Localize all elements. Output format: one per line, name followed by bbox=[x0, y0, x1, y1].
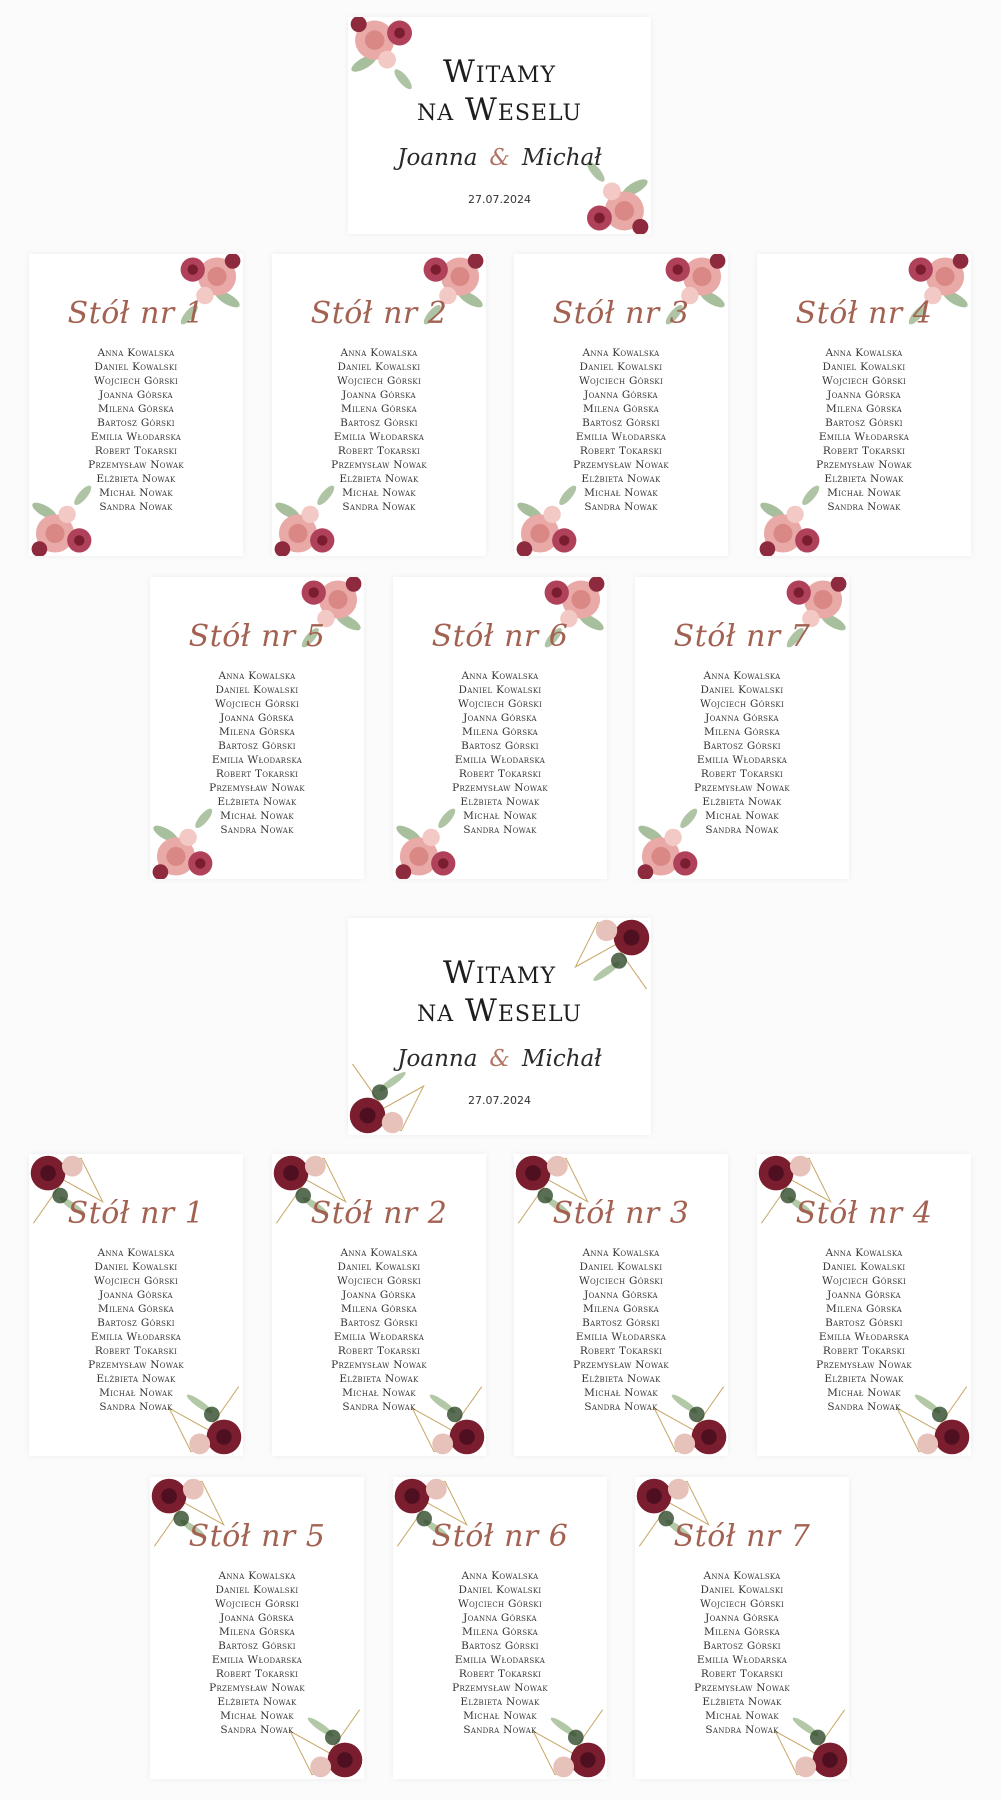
guest-name: Michał Nowak bbox=[99, 1387, 173, 1399]
guest-list bbox=[635, 1569, 849, 1737]
guest-name: Przemysław Nowak bbox=[209, 782, 305, 794]
guest-name: Daniel Kowalski bbox=[337, 361, 421, 373]
guest-name: Sandra Nowak bbox=[584, 1401, 658, 1413]
guest-name: Wojciech Górski bbox=[214, 698, 300, 710]
welcome-card bbox=[348, 17, 651, 234]
guest-name: Przemysław Nowak bbox=[88, 1359, 184, 1371]
guest-name: Michał Nowak bbox=[220, 810, 294, 822]
welcome-title bbox=[348, 954, 651, 1030]
guest-list bbox=[393, 1569, 607, 1737]
welcome-title-line2: na Weselu bbox=[417, 993, 582, 1029]
guest-name: Bartosz Górski bbox=[582, 417, 660, 429]
guest-name: Sandra Nowak bbox=[342, 501, 416, 513]
guest-name: Michał Nowak bbox=[827, 487, 901, 499]
table-card bbox=[272, 254, 486, 556]
couple-names bbox=[348, 145, 651, 171]
guest-name: Michał Nowak bbox=[584, 1387, 658, 1399]
guest-name: Michał Nowak bbox=[463, 810, 537, 822]
guest-name: Przemysław Nowak bbox=[816, 459, 912, 471]
guest-name: Anna Kowalska bbox=[582, 1247, 660, 1259]
guest-name: Przemysław Nowak bbox=[452, 1682, 548, 1694]
guest-name: Emilia Włodarska bbox=[333, 1331, 425, 1343]
guest-name: Elżbieta Nowak bbox=[339, 1373, 419, 1385]
guest-name: Emilia Włodarska bbox=[333, 431, 425, 443]
guest-name: Daniel Kowalski bbox=[215, 684, 299, 696]
guest-name: Milena Górska bbox=[341, 1303, 417, 1315]
guest-name: Przemysław Nowak bbox=[694, 1682, 790, 1694]
welcome-title-line2: na Weselu bbox=[417, 92, 582, 128]
guest-name: Joanna Górska bbox=[220, 1612, 294, 1624]
guest-name: Milena Górska bbox=[219, 726, 295, 738]
guest-name: Joanna Górska bbox=[584, 389, 658, 401]
guest-name: Daniel Kowalski bbox=[822, 1261, 906, 1273]
guest-name: Wojciech Górski bbox=[457, 698, 543, 710]
guest-name: Daniel Kowalski bbox=[458, 684, 542, 696]
guest-name: Milena Górska bbox=[341, 403, 417, 415]
guest-list bbox=[150, 669, 364, 837]
guest-name: Joanna Górska bbox=[220, 712, 294, 724]
guest-name: Joanna Górska bbox=[827, 389, 901, 401]
guest-name: Milena Górska bbox=[704, 1626, 780, 1638]
guest-name: Wojciech Górski bbox=[578, 375, 664, 387]
guest-name: Michał Nowak bbox=[584, 487, 658, 499]
guest-name: Elżbieta Nowak bbox=[702, 796, 782, 808]
guest-name: Bartosz Górski bbox=[340, 417, 418, 429]
guest-name: Emilia Włodarska bbox=[211, 754, 303, 766]
guest-name: Sandra Nowak bbox=[827, 1401, 901, 1413]
guest-name: Daniel Kowalski bbox=[700, 1584, 784, 1596]
guest-name: Elżbieta Nowak bbox=[702, 1696, 782, 1708]
guest-name: Elżbieta Nowak bbox=[217, 1696, 297, 1708]
guest-name: Michał Nowak bbox=[705, 1710, 779, 1722]
guest-name: Anna Kowalska bbox=[340, 1247, 418, 1259]
guest-name: Daniel Kowalski bbox=[337, 1261, 421, 1273]
guest-list bbox=[29, 1246, 243, 1414]
table-number-title: Stół nr 5 bbox=[188, 1519, 326, 1554]
guest-name: Milena Górska bbox=[583, 1303, 659, 1315]
wedding-date: 27.07.2024 bbox=[468, 193, 531, 206]
bride-name: Joanna bbox=[397, 145, 478, 171]
guest-name: Bartosz Górski bbox=[97, 1317, 175, 1329]
guest-name: Wojciech Górski bbox=[821, 1275, 907, 1287]
guest-name: Joanna Górska bbox=[705, 1612, 779, 1624]
guest-name: Anna Kowalska bbox=[461, 670, 539, 682]
guest-name: Joanna Górska bbox=[827, 1289, 901, 1301]
guest-name: Anna Kowalska bbox=[461, 1570, 539, 1582]
couple-names bbox=[348, 1046, 651, 1072]
guest-name: Daniel Kowalski bbox=[700, 684, 784, 696]
guest-name: Wojciech Górski bbox=[457, 1598, 543, 1610]
guest-name: Robert Tokarski bbox=[215, 1668, 299, 1680]
wedding-date: 27.07.2024 bbox=[468, 1094, 531, 1107]
table-card bbox=[393, 1477, 607, 1779]
guest-name: Michał Nowak bbox=[99, 487, 173, 499]
guest-list bbox=[635, 669, 849, 837]
guest-name: Robert Tokarski bbox=[579, 445, 663, 457]
guest-name: Przemysław Nowak bbox=[209, 1682, 305, 1694]
guest-name: Elżbieta Nowak bbox=[217, 796, 297, 808]
guest-name: Emilia Włodarska bbox=[211, 1654, 303, 1666]
guest-name: Robert Tokarski bbox=[215, 768, 299, 780]
guest-name: Robert Tokarski bbox=[822, 445, 906, 457]
guest-name: Emilia Włodarska bbox=[454, 1654, 546, 1666]
table-number-title: Stół nr 2 bbox=[310, 296, 448, 331]
guest-name: Elżbieta Nowak bbox=[581, 473, 661, 485]
guest-name: Robert Tokarski bbox=[337, 445, 421, 457]
table-number-title: Stół nr 3 bbox=[552, 1196, 690, 1231]
welcome-title bbox=[348, 53, 651, 129]
table-number-title: Stół nr 1 bbox=[67, 1196, 205, 1231]
guest-name: Sandra Nowak bbox=[705, 824, 779, 836]
guest-name: Milena Górska bbox=[219, 1626, 295, 1638]
guest-name: Anna Kowalska bbox=[340, 347, 418, 359]
guest-name: Sandra Nowak bbox=[463, 824, 537, 836]
guest-name: Przemysław Nowak bbox=[88, 459, 184, 471]
table-number-title: Stół nr 7 bbox=[673, 619, 811, 654]
guest-name: Daniel Kowalski bbox=[458, 1584, 542, 1596]
guest-name: Anna Kowalska bbox=[703, 670, 781, 682]
guest-name: Emilia Włodarska bbox=[696, 754, 788, 766]
guest-name: Sandra Nowak bbox=[220, 824, 294, 836]
guest-list bbox=[757, 346, 971, 514]
guest-name: Elżbieta Nowak bbox=[824, 1373, 904, 1385]
guest-name: Elżbieta Nowak bbox=[460, 796, 540, 808]
guest-name: Elżbieta Nowak bbox=[824, 473, 904, 485]
guest-name: Emilia Włodarska bbox=[818, 431, 910, 443]
guest-name: Elżbieta Nowak bbox=[581, 1373, 661, 1385]
guest-name: Bartosz Górski bbox=[97, 417, 175, 429]
guest-name: Emilia Włodarska bbox=[575, 1331, 667, 1343]
guest-name: Wojciech Górski bbox=[699, 698, 785, 710]
guest-name: Daniel Kowalski bbox=[579, 1261, 663, 1273]
guest-name: Przemysław Nowak bbox=[331, 459, 427, 471]
table-number-title: Stół nr 6 bbox=[431, 1519, 569, 1554]
guest-name: Robert Tokarski bbox=[579, 1345, 663, 1357]
welcome-card bbox=[348, 918, 651, 1135]
ampersand: & bbox=[489, 1046, 510, 1072]
table-number-title: Stół nr 1 bbox=[67, 296, 205, 331]
guest-name: Milena Górska bbox=[462, 1626, 538, 1638]
guest-name: Milena Górska bbox=[583, 403, 659, 415]
guest-name: Przemysław Nowak bbox=[573, 1359, 669, 1371]
guest-name: Sandra Nowak bbox=[463, 1724, 537, 1736]
guest-name: Przemysław Nowak bbox=[452, 782, 548, 794]
guest-list bbox=[29, 346, 243, 514]
guest-name: Bartosz Górski bbox=[461, 1640, 539, 1652]
table-card bbox=[635, 577, 849, 879]
guest-name: Robert Tokarski bbox=[94, 1345, 178, 1357]
guest-name: Wojciech Górski bbox=[578, 1275, 664, 1287]
guest-name: Michał Nowak bbox=[463, 1710, 537, 1722]
guest-name: Bartosz Górski bbox=[340, 1317, 418, 1329]
guest-name: Przemysław Nowak bbox=[694, 782, 790, 794]
guest-name: Daniel Kowalski bbox=[215, 1584, 299, 1596]
guest-name: Robert Tokarski bbox=[458, 768, 542, 780]
guest-name: Milena Górska bbox=[98, 1303, 174, 1315]
guest-name: Anna Kowalska bbox=[825, 1247, 903, 1259]
table-card bbox=[29, 254, 243, 556]
guest-name: Michał Nowak bbox=[342, 487, 416, 499]
guest-name: Bartosz Górski bbox=[825, 1317, 903, 1329]
guest-name: Bartosz Górski bbox=[582, 1317, 660, 1329]
table-card bbox=[757, 1154, 971, 1456]
guest-name: Robert Tokarski bbox=[822, 1345, 906, 1357]
table-card bbox=[150, 1477, 364, 1779]
table-card bbox=[635, 1477, 849, 1779]
groom-name: Michał bbox=[521, 145, 602, 171]
guest-name: Robert Tokarski bbox=[337, 1345, 421, 1357]
guest-name: Wojciech Górski bbox=[214, 1598, 300, 1610]
table-card bbox=[150, 577, 364, 879]
bride-name: Joanna bbox=[397, 1046, 478, 1072]
guest-name: Robert Tokarski bbox=[700, 768, 784, 780]
guest-name: Emilia Włodarska bbox=[90, 431, 182, 443]
guest-name: Joanna Górska bbox=[705, 712, 779, 724]
guest-list bbox=[757, 1246, 971, 1414]
guest-name: Michał Nowak bbox=[220, 1710, 294, 1722]
guest-name: Michał Nowak bbox=[827, 1387, 901, 1399]
table-card bbox=[514, 1154, 728, 1456]
guest-name: Emilia Włodarska bbox=[575, 431, 667, 443]
table-number-title: Stół nr 2 bbox=[310, 1196, 448, 1231]
guest-name: Emilia Włodarska bbox=[90, 1331, 182, 1343]
guest-name: Przemysław Nowak bbox=[816, 1359, 912, 1371]
guest-name: Anna Kowalska bbox=[97, 347, 175, 359]
guest-name: Wojciech Górski bbox=[699, 1598, 785, 1610]
guest-list bbox=[272, 1246, 486, 1414]
guest-name: Wojciech Górski bbox=[336, 1275, 422, 1287]
table-number-title: Stół nr 4 bbox=[795, 296, 933, 331]
groom-name: Michał bbox=[521, 1046, 602, 1072]
guest-name: Joanna Górska bbox=[99, 1289, 173, 1301]
guest-name: Przemysław Nowak bbox=[331, 1359, 427, 1371]
guest-name: Sandra Nowak bbox=[99, 1401, 173, 1413]
guest-name: Michał Nowak bbox=[705, 810, 779, 822]
guest-list bbox=[272, 346, 486, 514]
guest-name: Anna Kowalska bbox=[703, 1570, 781, 1582]
guest-name: Milena Górska bbox=[462, 726, 538, 738]
table-card bbox=[757, 254, 971, 556]
table-card bbox=[514, 254, 728, 556]
table-card bbox=[29, 1154, 243, 1456]
guest-name: Elżbieta Nowak bbox=[460, 1696, 540, 1708]
guest-name: Sandra Nowak bbox=[584, 501, 658, 513]
guest-name: Emilia Włodarska bbox=[454, 754, 546, 766]
guest-name: Milena Górska bbox=[826, 1303, 902, 1315]
guest-name: Bartosz Górski bbox=[703, 740, 781, 752]
guest-name: Anna Kowalska bbox=[825, 347, 903, 359]
guest-name: Elżbieta Nowak bbox=[96, 473, 176, 485]
guest-name: Elżbieta Nowak bbox=[339, 473, 419, 485]
table-number-title: Stół nr 7 bbox=[673, 1519, 811, 1554]
guest-name: Anna Kowalska bbox=[97, 1247, 175, 1259]
table-number-title: Stół nr 5 bbox=[188, 619, 326, 654]
guest-name: Emilia Włodarska bbox=[696, 1654, 788, 1666]
guest-list bbox=[514, 1246, 728, 1414]
welcome-title-line1: Witamy bbox=[443, 955, 556, 991]
guest-name: Milena Górska bbox=[704, 726, 780, 738]
welcome-title-line1: Witamy bbox=[443, 54, 556, 90]
guest-name: Daniel Kowalski bbox=[94, 1261, 178, 1273]
guest-list bbox=[150, 1569, 364, 1737]
table-card bbox=[393, 577, 607, 879]
guest-name: Elżbieta Nowak bbox=[96, 1373, 176, 1385]
guest-name: Wojciech Górski bbox=[93, 375, 179, 387]
guest-name: Robert Tokarski bbox=[700, 1668, 784, 1680]
guest-name: Wojciech Górski bbox=[336, 375, 422, 387]
guest-name: Joanna Górska bbox=[342, 389, 416, 401]
guest-name: Joanna Górska bbox=[99, 389, 173, 401]
guest-name: Przemysław Nowak bbox=[573, 459, 669, 471]
guest-name: Anna Kowalska bbox=[582, 347, 660, 359]
guest-name: Daniel Kowalski bbox=[822, 361, 906, 373]
guest-list bbox=[514, 346, 728, 514]
table-number-title: Stół nr 6 bbox=[431, 619, 569, 654]
guest-name: Sandra Nowak bbox=[705, 1724, 779, 1736]
guest-name: Emilia Włodarska bbox=[818, 1331, 910, 1343]
guest-name: Bartosz Górski bbox=[703, 1640, 781, 1652]
guest-name: Sandra Nowak bbox=[99, 501, 173, 513]
guest-name: Bartosz Górski bbox=[825, 417, 903, 429]
guest-name: Bartosz Górski bbox=[218, 1640, 296, 1652]
guest-name: Robert Tokarski bbox=[458, 1668, 542, 1680]
guest-name: Daniel Kowalski bbox=[94, 361, 178, 373]
guest-name: Wojciech Górski bbox=[821, 375, 907, 387]
guest-name: Joanna Górska bbox=[463, 712, 537, 724]
guest-name: Anna Kowalska bbox=[218, 1570, 296, 1582]
guest-name: Bartosz Górski bbox=[218, 740, 296, 752]
guest-name: Daniel Kowalski bbox=[579, 361, 663, 373]
guest-name: Anna Kowalska bbox=[218, 670, 296, 682]
guest-name: Michał Nowak bbox=[342, 1387, 416, 1399]
guest-name: Milena Górska bbox=[826, 403, 902, 415]
guest-name: Sandra Nowak bbox=[220, 1724, 294, 1736]
guest-name: Sandra Nowak bbox=[827, 501, 901, 513]
table-number-title: Stół nr 3 bbox=[552, 296, 690, 331]
table-number-title: Stół nr 4 bbox=[795, 1196, 933, 1231]
guest-name: Milena Górska bbox=[98, 403, 174, 415]
guest-name: Joanna Górska bbox=[584, 1289, 658, 1301]
guest-name: Robert Tokarski bbox=[94, 445, 178, 457]
table-card bbox=[272, 1154, 486, 1456]
guest-name: Joanna Górska bbox=[463, 1612, 537, 1624]
guest-name: Wojciech Górski bbox=[93, 1275, 179, 1287]
ampersand: & bbox=[489, 145, 510, 171]
guest-name: Joanna Górska bbox=[342, 1289, 416, 1301]
guest-name: Sandra Nowak bbox=[342, 1401, 416, 1413]
guest-name: Bartosz Górski bbox=[461, 740, 539, 752]
guest-list bbox=[393, 669, 607, 837]
